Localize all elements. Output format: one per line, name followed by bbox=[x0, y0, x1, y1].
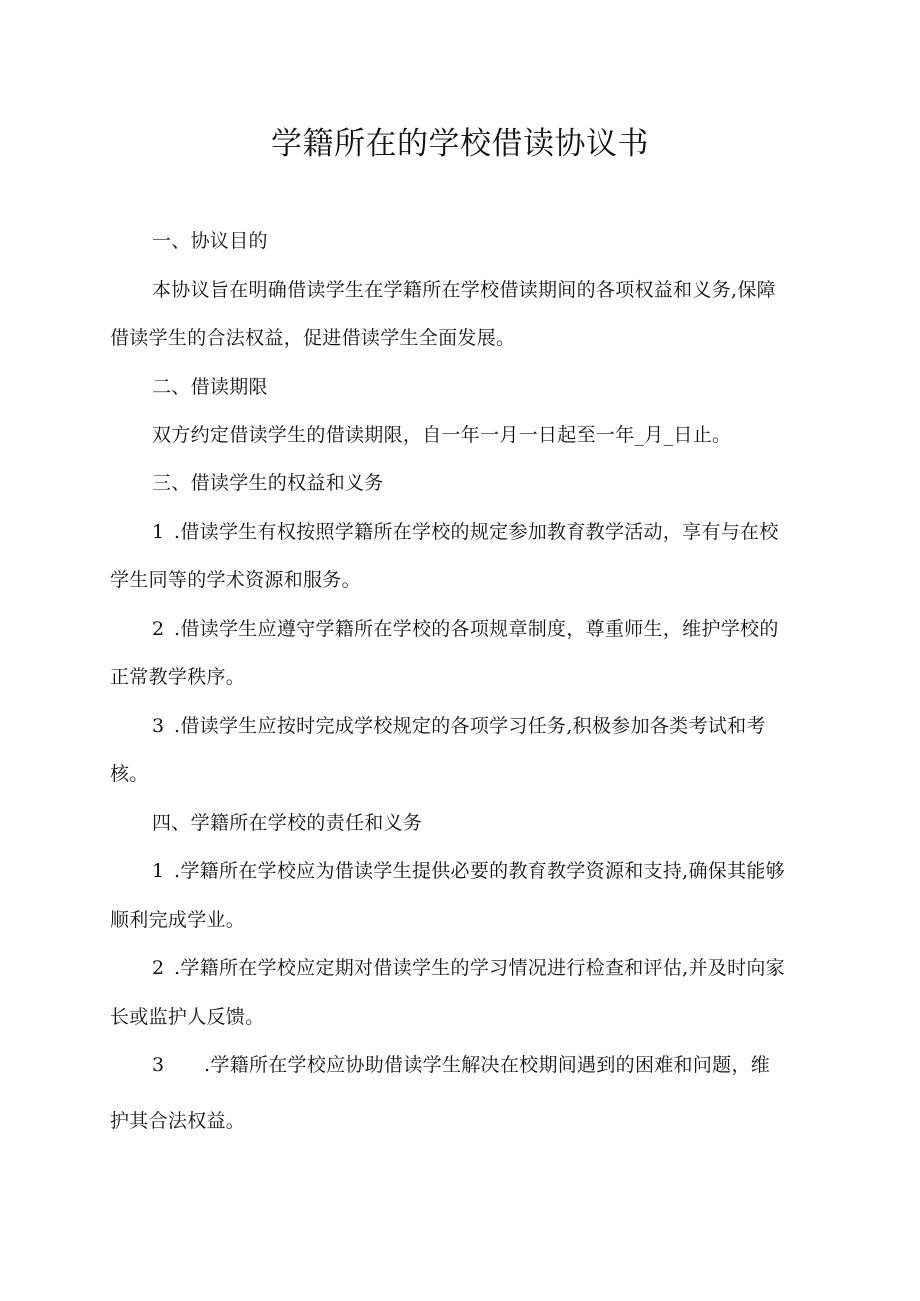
student-item-3-line-1 bbox=[152, 711, 820, 741]
section-heading-student-rights: 三、借读学生的权益和义务 bbox=[152, 472, 384, 494]
school-item-1-line-2: 顺利完成学业。 bbox=[110, 909, 246, 931]
item-number: 3 bbox=[152, 1054, 165, 1076]
student-item-3-line-2: 核。 bbox=[110, 763, 149, 785]
item-text: .学籍所在学校应定期对借读学生的学习情况进行检查和评估,并及时向家 bbox=[174, 957, 785, 979]
student-item-1-line-1 bbox=[152, 517, 820, 547]
item-number: 1 bbox=[152, 860, 165, 882]
item-text: .学籍所在学校应为借读学生提供必要的教育教学资源和支持,确保其能够 bbox=[174, 860, 785, 882]
item-number: 2 bbox=[152, 618, 165, 640]
student-item-1-line-2: 学生同等的学术资源和服务。 bbox=[110, 569, 361, 591]
student-item-2-line-1 bbox=[152, 614, 820, 644]
purpose-line-2: 借读学生的合法权益，促进借读学生全面发展。 bbox=[110, 327, 516, 349]
school-item-3-line-2: 护其合法权益。 bbox=[110, 1110, 246, 1132]
purpose-line-1: 本协议旨在明确借读学生在学籍所在学校借读期间的各项权益和义务,保障 bbox=[152, 279, 776, 301]
item-text: .借读学生应遵守学籍所在学校的各项规章制度，尊重师生，维护学校的 bbox=[174, 618, 779, 640]
item-text: .学籍所在学校应协助借读学生解决在校期间遇到的困难和问题，维 bbox=[204, 1054, 771, 1076]
item-number: 1 bbox=[152, 521, 165, 543]
item-text: .借读学生有权按照学籍所在学校的规定参加教育教学活动，享有与在校 bbox=[174, 521, 779, 543]
school-item-3-line-1 bbox=[152, 1050, 820, 1080]
item-number: 2 bbox=[152, 957, 165, 979]
item-number: 3 bbox=[152, 715, 165, 737]
section-heading-purpose: 一、协议目的 bbox=[152, 230, 268, 252]
document-title: 学籍所在的学校借读协议书 bbox=[271, 126, 649, 162]
section-heading-term: 二、借读期限 bbox=[152, 376, 268, 398]
school-item-2-line-1 bbox=[152, 953, 820, 983]
student-item-2-line-2: 正常教学秩序。 bbox=[110, 666, 246, 688]
item-text: .借读学生应按时完成学校规定的各项学习任务,积极参加各类考试和考 bbox=[174, 715, 766, 737]
section-heading-school-duties: 四、学籍所在学校的责任和义务 bbox=[152, 812, 423, 834]
term-line-1: 双方约定借读学生的借读期限，自一年一月一日起至一年_月_日止。 bbox=[152, 424, 732, 446]
school-item-2-line-2: 长或监护人反馈。 bbox=[110, 1006, 265, 1028]
school-item-1-line-1 bbox=[152, 856, 820, 886]
